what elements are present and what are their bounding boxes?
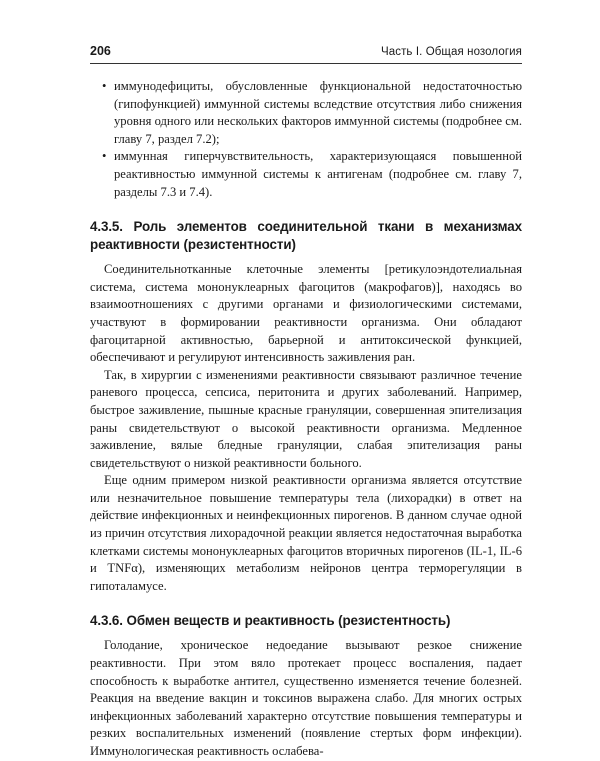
paragraph: Так, в хирургии с изменениями реактивности связывают различное течение раневого процесса, сепсиса, перитонита и других заболеваний. Например, быстрое заживление, пышные красные грануляции, совершенная эпителизация раны свидетельствуют о высокой реактивности организма. Медленное заживление, вялые бледные грануляции, слабая эпителизация раны свидетельствуют о низкой реактивности больного. (90, 367, 522, 470)
paragraph: Голодание, хроническое недоедание вызывают резкое снижение реактивности. При этом вяло протекает процесс воспаления, падает способность к выработке антител, существенно изменяется течение болезней. Реакция на введение вакцин и токсинов выражена слабо. Для многих острых инфекционных заболеваний характерно отсутствие повышения температуры и резких воспалительных изменений (появление стертых форм инфекции). Иммунологическая реактивность ослабева- (90, 638, 522, 758)
list-item-text: иммунная гиперчувствительность, характеризующаяся повышенной реактивностью иммунной системы к антигенам (подробнее см. главу 7, разделы 7.3 и 7.4). (114, 149, 522, 199)
paragraph: Соединительнотканные клеточные элементы [ретикулоэндотелиальная система, система мононуклеарных фагоцитов (макрофагов)], находясь во взаимоотношениях с другими органами и физиологическими системами, участвуют в формировании реактивности организма. Они обладают фагоцитарной активностью, барьерной и антитоксической функцией, обеспечивают и регулируют интенсивность заживления ран. (90, 262, 522, 365)
paragraph: Еще одним примером низкой реактивности организма является отсутствие или незначительное повышение температуры тела (лихорадки) в ответ на действие инфекционных и неинфекционных пирогенов. В данном случае одной из причин отсутствия лихорадочной реакции является недостаточная выработка клетками системы мононуклеарных фагоцитов вторичных пирогенов (IL-1, IL-6 и TNFα), изменяющих метаболизм нейронов центра терморегуляции в гипоталамусе. (90, 473, 522, 593)
bullet-list (90, 78, 522, 201)
list-item (90, 148, 522, 201)
bullet-icon: • (102, 149, 107, 164)
section-heading: 4.3.6. Обмен веществ и реактивность (резистентность) (90, 613, 451, 629)
book-page (90, 44, 522, 761)
running-head (90, 44, 522, 64)
list-item (90, 78, 522, 148)
page-number: 206 (90, 44, 111, 58)
bullet-icon: • (102, 79, 107, 93)
page-body (90, 78, 522, 761)
list-item-text: иммунодефициты, обусловленные функциональной недостаточностью (гипофункцией) иммунной системы вследствие отсутствия либо снижения уровня одного или нескольких факторов иммунной системы (подробнее см. главу 7, раздел 7.2); (114, 79, 522, 146)
section-heading: 4.3.5. Роль элементов соединительной ткани в механизмах реактивности (резистентности) (90, 219, 522, 253)
running-title: Часть I. Общая нозология (380, 46, 522, 58)
